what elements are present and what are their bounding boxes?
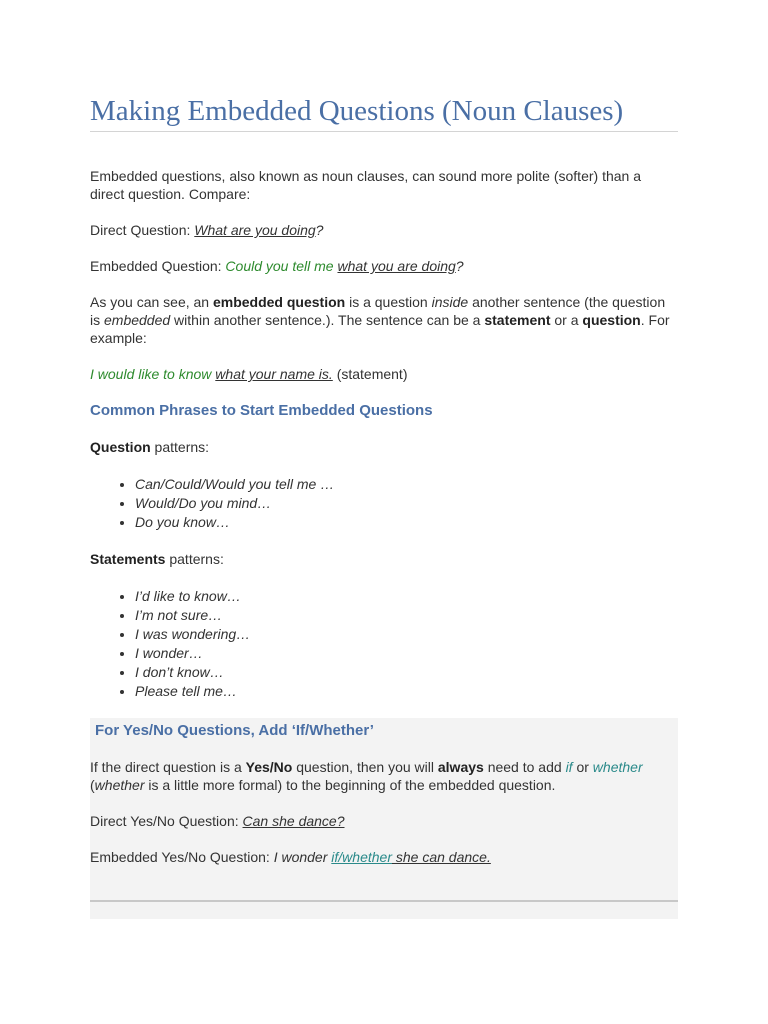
explanation-italic: inside — [431, 294, 469, 310]
embedded-yes-no-line — [90, 848, 678, 866]
yes-no-text: or — [572, 759, 593, 775]
example-phrase: I would like to know — [90, 366, 212, 382]
list-item: • I don’t know… — [135, 663, 678, 682]
explanation-text: is a question — [345, 294, 432, 310]
list-item: • Do you know… — [135, 513, 678, 532]
direct-question-line — [90, 221, 678, 239]
section-divider — [90, 900, 678, 902]
explanation-bold: question — [582, 312, 641, 328]
direct-yes-no-label: Direct Yes/No Question: — [90, 813, 243, 829]
yes-no-paragraph — [90, 758, 678, 794]
embedded-question-mark: ? — [455, 258, 464, 274]
list-item: • I was wondering… — [135, 625, 678, 644]
direct-question-example: What are you doing — [194, 222, 316, 238]
intro-paragraph: Embedded questions, also known as noun clauses, can sound more polite (softer) than a direct question. Compare: — [90, 168, 641, 202]
embedded-question-clause: what you are doing — [337, 258, 456, 274]
question-patterns-list — [90, 475, 678, 532]
explanation-text: As you can see, an — [90, 294, 213, 310]
yes-no-text: If the direct question is a — [90, 759, 246, 775]
question-patterns-bold: Question — [90, 439, 151, 455]
direct-question-mark: ? — [315, 222, 324, 238]
example-note: (statement) — [336, 366, 408, 382]
question-patterns-rest: patterns: — [150, 439, 210, 455]
explanation-italic: embedded — [104, 312, 171, 328]
direct-yes-no-example: Can she dance? — [242, 813, 345, 829]
explanation-text: another sentence (the question is — [90, 294, 666, 328]
embedded-question-phrase: Could you tell me — [225, 258, 334, 274]
embedded-question-line — [90, 257, 678, 275]
direct-question-label: Direct Question: — [90, 222, 195, 238]
yes-no-text: question, then you will — [292, 759, 438, 775]
yes-no-text: is a little more formal) to the beginning of the embedded question. — [144, 777, 556, 793]
statement-patterns-rest: patterns: — [165, 551, 224, 567]
if-word: if — [565, 759, 573, 775]
statement-patterns-label — [90, 550, 678, 568]
explanation-text: . For example: — [90, 312, 670, 346]
statement-patterns-bold: Statements — [90, 551, 166, 567]
list-item: • Would/Do you mind… — [135, 494, 678, 513]
yes-no-text: ( — [90, 777, 95, 793]
explanation-text: or a — [550, 312, 583, 328]
embedded-yes-no-clause: she can dance. — [391, 849, 491, 865]
yes-no-section — [90, 718, 678, 919]
whether-word-italic: whether — [94, 777, 145, 793]
list-item: • Please tell me… — [135, 682, 678, 701]
list-item: • I’d like to know… — [135, 587, 678, 606]
list-item: • I wonder… — [135, 644, 678, 663]
yes-no-bold: Yes/No — [245, 759, 293, 775]
document — [90, 92, 678, 919]
example-clause: what your name is. — [215, 366, 333, 382]
embedded-yes-no-phrase: I wonder — [273, 849, 328, 865]
whether-word: whether — [592, 759, 643, 775]
list-item: • Can/Could/Would you tell me … — [135, 475, 678, 494]
if-whether-word: if/whether — [331, 849, 392, 865]
common-phrases-heading: Common Phrases to Start Embedded Questions — [90, 402, 433, 419]
example-line — [90, 365, 678, 383]
list-item: • I’m not sure… — [135, 606, 678, 625]
explanation-bold: statement — [484, 312, 551, 328]
embedded-question-label: Embedded Question: — [90, 258, 226, 274]
direct-yes-no-line — [90, 812, 678, 830]
explanation-text: within another sentence.). The sentence can be a — [170, 312, 485, 328]
statement-patterns-list — [90, 587, 678, 701]
yes-no-heading: For Yes/No Questions, Add ‘If/Whether’ — [95, 722, 374, 739]
yes-no-text: need to add — [483, 759, 566, 775]
embedded-yes-no-label: Embedded Yes/No Question: — [90, 849, 274, 865]
explanation-paragraph — [90, 293, 678, 347]
yes-no-bold: always — [437, 759, 484, 775]
explanation-bold: embedded question — [212, 294, 346, 310]
question-patterns-label — [90, 438, 678, 456]
page-title: Making Embedded Questions (Noun Clauses) — [90, 92, 678, 132]
